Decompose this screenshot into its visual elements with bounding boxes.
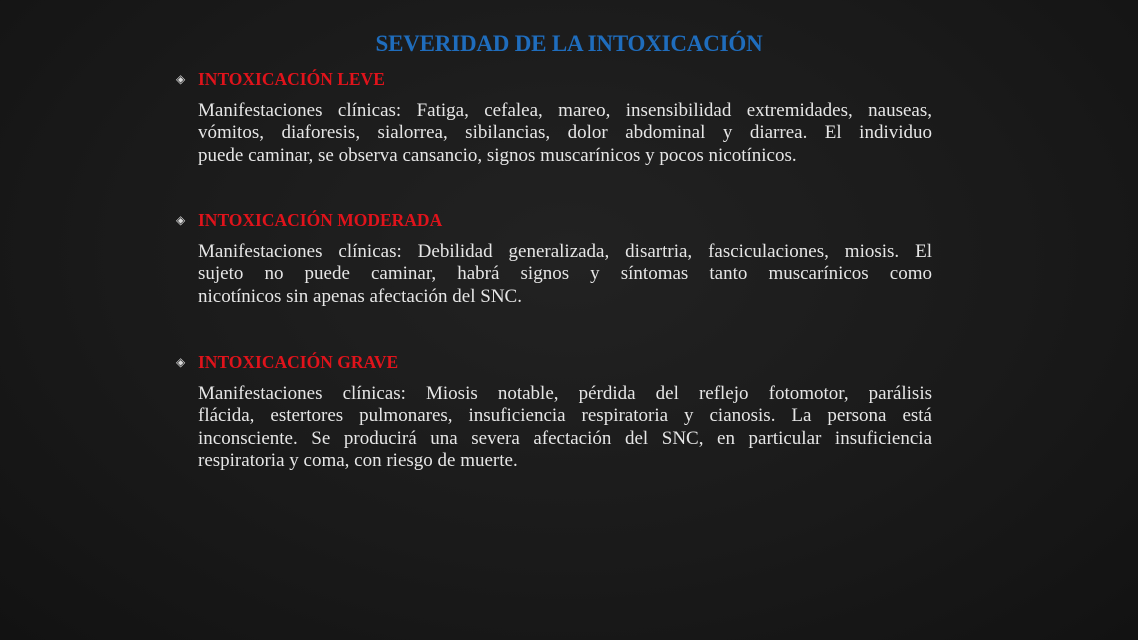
body-text-line: puede caminar, se observa cansancio, signos muscarínicos y pocos nicotínicos. — [198, 144, 797, 166]
diamond-bullet-icon: ◈ — [176, 212, 186, 227]
section-heading: INTOXICACIÓN GRAVE — [198, 351, 399, 372]
section-heading-row — [176, 209, 932, 231]
diamond-bullet-icon: ◈ — [176, 354, 186, 369]
section-body — [198, 383, 932, 472]
section-heading-row — [176, 68, 932, 90]
section-body — [198, 100, 932, 167]
section-heading: INTOXICACIÓN LEVE — [198, 68, 385, 89]
diamond-bullet-icon: ◈ — [176, 71, 186, 86]
body-text-line: Manifestaciones clínicas: Miosis notable, pérdida del reflejo fotomotor, parálisis — [198, 383, 932, 404]
body-text-line: Manifestaciones clínicas: Fatiga, cefalea, mareo, insensibilidad extremidades, nauseas, — [198, 100, 932, 121]
body-text-line: flácida, estertores pulmonares, insuficiencia respiratoria y cianosis. La persona está — [198, 405, 932, 427]
section-heading-row — [176, 351, 932, 373]
severity-section — [176, 68, 932, 167]
body-text-line: Manifestaciones clínicas: Debilidad generalizada, disartria, fasciculaciones, miosis. El — [198, 241, 932, 262]
body-text-line: sujeto no puede caminar, habrá signos y síntomas tanto muscarínicos como — [198, 263, 932, 285]
severity-section — [176, 351, 932, 472]
body-text-line: vómitos, diaforesis, sialorrea, sibilancias, dolor abdominal y diarrea. El individuo — [198, 122, 932, 144]
severity-section — [176, 209, 932, 308]
body-text-line: respiratoria y coma, con riesgo de muerte. — [198, 449, 518, 471]
section-heading: INTOXICACIÓN MODERADA — [198, 209, 443, 230]
body-text-line: nicotínicos sin apenas afectación del SNC. — [198, 285, 522, 307]
slide-title: SEVERIDAD DE LA INTOXICACIÓN — [375, 31, 763, 56]
body-text-line: inconsciente. Se producirá una severa afectación del SNC, en particular insuficiencia — [198, 427, 932, 449]
section-body — [198, 241, 932, 308]
